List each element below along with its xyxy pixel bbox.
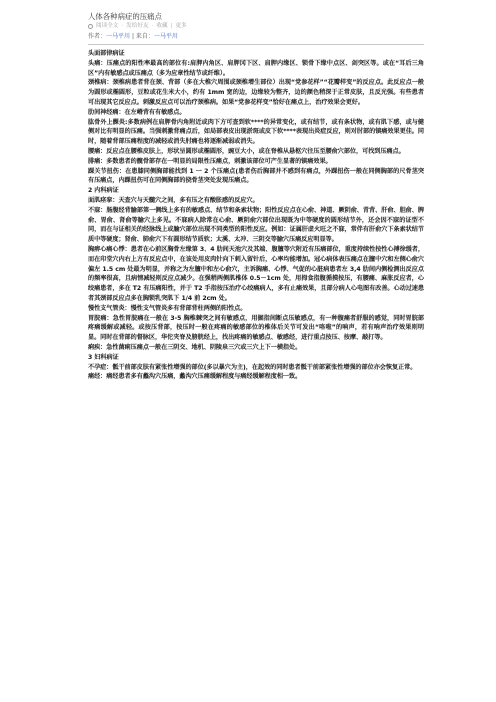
paragraph-text: 颈椎病患者背在颈、背部（多在大椎穴周围或颈椎增生部位）出现“党参花样”“花瓣样变”的反应点。此反应点一般为圆形或椭圆形，豆粒或花生米大小，约有 1mm 宽的边，边缘较为整齐，边的颜色稍深于正常皮肤，且反光强。有些患者可出现其它反应点。刺激反应点可以治疗颈椎病。如果“党参花样变”恰好在痛点上，治疗效果会更好。 xyxy=(88,79,424,106)
paragraph-keyword: 头面部律病证 xyxy=(88,50,125,57)
source-link[interactable]: 一马平川 xyxy=(153,33,178,40)
paragraph-text: 压痛点的阳性率最高的部位有:肩胛内角区、肩胛冈下区、肩胛内缘区、锁骨下缘中点区、剑突区等。或在“耳后三角区”内有敏感点或压痛点（多为应章性结节或纤维）。 xyxy=(88,59,424,77)
paragraph-text: 患者在心前区胸骨左缘第 3、4 肋间天池穴及其端、腹膻等穴附近有压痛部位，重度持续性按性心搏徐缓者，而在印堂穴内右上方有反应点中，在该处用皮肉针向下刺入留针后，心率均能增加。冠心病体表压痛点在膻中穴和左侧心俞穴偏左 1.5 cm 处最为明显，并称之为左膻中和左心俞穴，主诉胸痛、心悸、气促的心脏病患者左 3,4 肋间内侧检测出反应点的频率很高，且病情减轻则反应点减少。在强稍两侧肌椎体 0.5－1cm 处，用拇食指腹循摸按压，有腰痛、麻胀反应者，心绞痛患者，多在 T2 有压痛阳性，并于 T2 手指按压治疗心绞痛病人，多有止痛效果，且部分病人心电图有改善。心动过速患者其颈部反应点多在胸锁乳突肌下 1/4 前 2cm 处。 xyxy=(88,245,425,302)
document-page xyxy=(88,12,424,382)
paragraph xyxy=(88,206,424,245)
paragraph-keyword: 痛经： xyxy=(88,373,107,381)
paragraph xyxy=(88,363,424,373)
paragraph xyxy=(88,245,424,304)
title-divider xyxy=(88,44,424,45)
paragraph-keyword: 腰痛： xyxy=(88,147,107,155)
paragraph xyxy=(88,314,424,343)
paragraph-keyword: 肱骨外上髁炎: xyxy=(88,118,128,126)
paragraph-text: 在患膝同侧胸部能找到 1 一 2 个压痛点(患者伤后胸部并不感到有痛点，外踝扭伤一般在同侧胸部的尺骨茎突有压痛点，内踝扭伤可在同侧胸部的挠骨茎突处发现压痛点。 xyxy=(88,167,425,185)
paragraph-keyword: 腓痛： xyxy=(88,157,107,165)
paragraph-text: 痛经患者多有蠡沟穴压痛，蠡沟穴压痛缓解程度与痛经缓解程度相一致。 xyxy=(106,373,302,381)
section-heading xyxy=(88,186,424,196)
document-title: 人体各种病症的压痛点 xyxy=(88,12,162,21)
paragraph-text: 骶干前部皮肤有紧张性增强的部位(多以暴穴为主)，在起效的同时患者骶干前部紧张性增强的部位亦会恢复正常。 xyxy=(112,363,417,371)
paragraph xyxy=(88,167,424,187)
paragraph-keyword: 2 内科病证 xyxy=(88,187,119,195)
paragraph-text: 慢性支气管炎多有背部背柱两侧的阳性点。 xyxy=(130,304,247,312)
author-link[interactable]: 一马平川 xyxy=(106,33,131,40)
author-label: 作者： xyxy=(88,33,107,40)
paragraph xyxy=(88,196,424,206)
paragraph xyxy=(88,108,424,118)
paragraph-keyword: 胸痹心痛心悸： xyxy=(88,245,131,253)
paragraph xyxy=(88,118,424,147)
paragraph-text: 多数病例在肩胛骨内角附近或肉下方可查到软****的异常变化，或有结节，或有条状物，或有肌下感，或与健侧对比有明显的压痛。当强刺激背痛点后，如局部表皮出现淤斑或皮下软****表现出炎症反应，则对肘部的镇痛效果更佳。同时，随着背部压痛程度的减轻或消失肘痛也将逐渐减弱或消失。 xyxy=(88,118,424,146)
send-to-friend-link[interactable]: 发给好友 xyxy=(126,23,149,29)
paragraph-keyword: 胃脘痛： xyxy=(88,314,113,322)
paragraph-keyword: 痢疾： xyxy=(88,343,107,351)
paragraph-keyword: 面肌痉挛： xyxy=(88,196,119,204)
paragraph xyxy=(88,157,424,167)
paragraph-text: 急性胃脘痛在一般在 3-5 胸椎棘突之间有敏感点，用掘指间断点压敏感点，有一种腹痛者舒服的感觉，同时胃脘部疼痛缓解或减轻。或按压背部，按压时一般在疼痛的敏感部位的椎体后关节可发出“咯啦”的响声，若有响声治疗效果则明显。同时在背部的督脉区，华佗夹脊及膀胱经上，找出疼痛的敏感点、敏感经，进行重点按压、按摩、敲打等。 xyxy=(88,314,424,342)
paragraph-text: 反应点在腰椎皮肤上，形状呈圆形或椭圆形，豌豆大小，或在脊椎从悬枢穴往压至腰俞穴部位，可找到压痛点。 xyxy=(106,147,405,155)
byline xyxy=(88,32,424,41)
section-heading xyxy=(88,49,424,59)
paragraph xyxy=(88,343,424,353)
toolbar-separator: | xyxy=(170,23,173,29)
section-heading xyxy=(88,353,424,363)
toolbar-separator: · xyxy=(151,23,154,29)
read-full-link[interactable]: 阅读全文 xyxy=(96,23,119,29)
read-icon xyxy=(88,24,93,29)
paragraph-keyword: 不孕症： xyxy=(88,363,113,371)
toolbar-separator: · xyxy=(121,23,124,29)
paragraph-keyword: 3 妇科病证 xyxy=(88,353,119,361)
paragraph-text: 在左嵴背有有敏感点。 xyxy=(124,108,186,116)
source-label: 来自： xyxy=(135,33,154,40)
paragraph-keyword: 慢性支气管炎： xyxy=(88,304,131,312)
paragraph xyxy=(88,59,424,79)
paragraph-keyword: 不寐： xyxy=(88,206,107,214)
paragraph xyxy=(88,78,424,107)
article-toolbar xyxy=(88,22,424,31)
paragraph-keyword: 踝关节扭伤： xyxy=(88,167,126,175)
paragraph-text: 天查穴与天髓穴之间，多有压之有酸胀感的反应穴。 xyxy=(118,196,259,204)
more-link[interactable]: 更多 xyxy=(175,23,187,29)
paragraph xyxy=(88,372,424,382)
favorite-link[interactable]: 收藏 xyxy=(156,23,168,29)
paragraph-keyword: 颈椎病： xyxy=(88,79,113,87)
paragraph-keyword: 头痛： xyxy=(88,59,107,67)
paragraph xyxy=(88,147,424,157)
byline-separator: | xyxy=(131,33,136,40)
paragraph xyxy=(88,304,424,314)
paragraph-text: 急性菌痢压痛点一般在三阴交、地机、阴陵泉三穴或三穴上下一横指处。 xyxy=(106,343,302,351)
paragraph-text: 肠腹经背腧部第一侧线上多有的敏感点、结节和条索状物；阳性反应点在心俞、神道、厥阴俞、青背、肝俞、胆俞、脾俞、胃俞、肾俞等腧穴上多见。不寐病人除常在心俞、厥阴俞穴部位出现既为中等硬度的圆形结节外，还会因不寐的证型不同，而在与证相关的经脉线上或腧穴部位出现不同类型的阳性反应。例如：证属肝虚火旺之不寐，常伴有肝俞穴下条索状结节质中等硬度；肾俞、肺俞穴下有圆形结节质软；太溪、太冲、三阴交等腧穴压痛反应明显等。 xyxy=(88,206,424,244)
article-body xyxy=(88,49,424,382)
paragraph-text: 多数患者的髋骨部存在一明显的局限性压痛点，刺激该部位可产生显著的镇痛效果。 xyxy=(106,157,332,165)
paragraph-keyword: 肋间神经痛： xyxy=(88,108,125,116)
